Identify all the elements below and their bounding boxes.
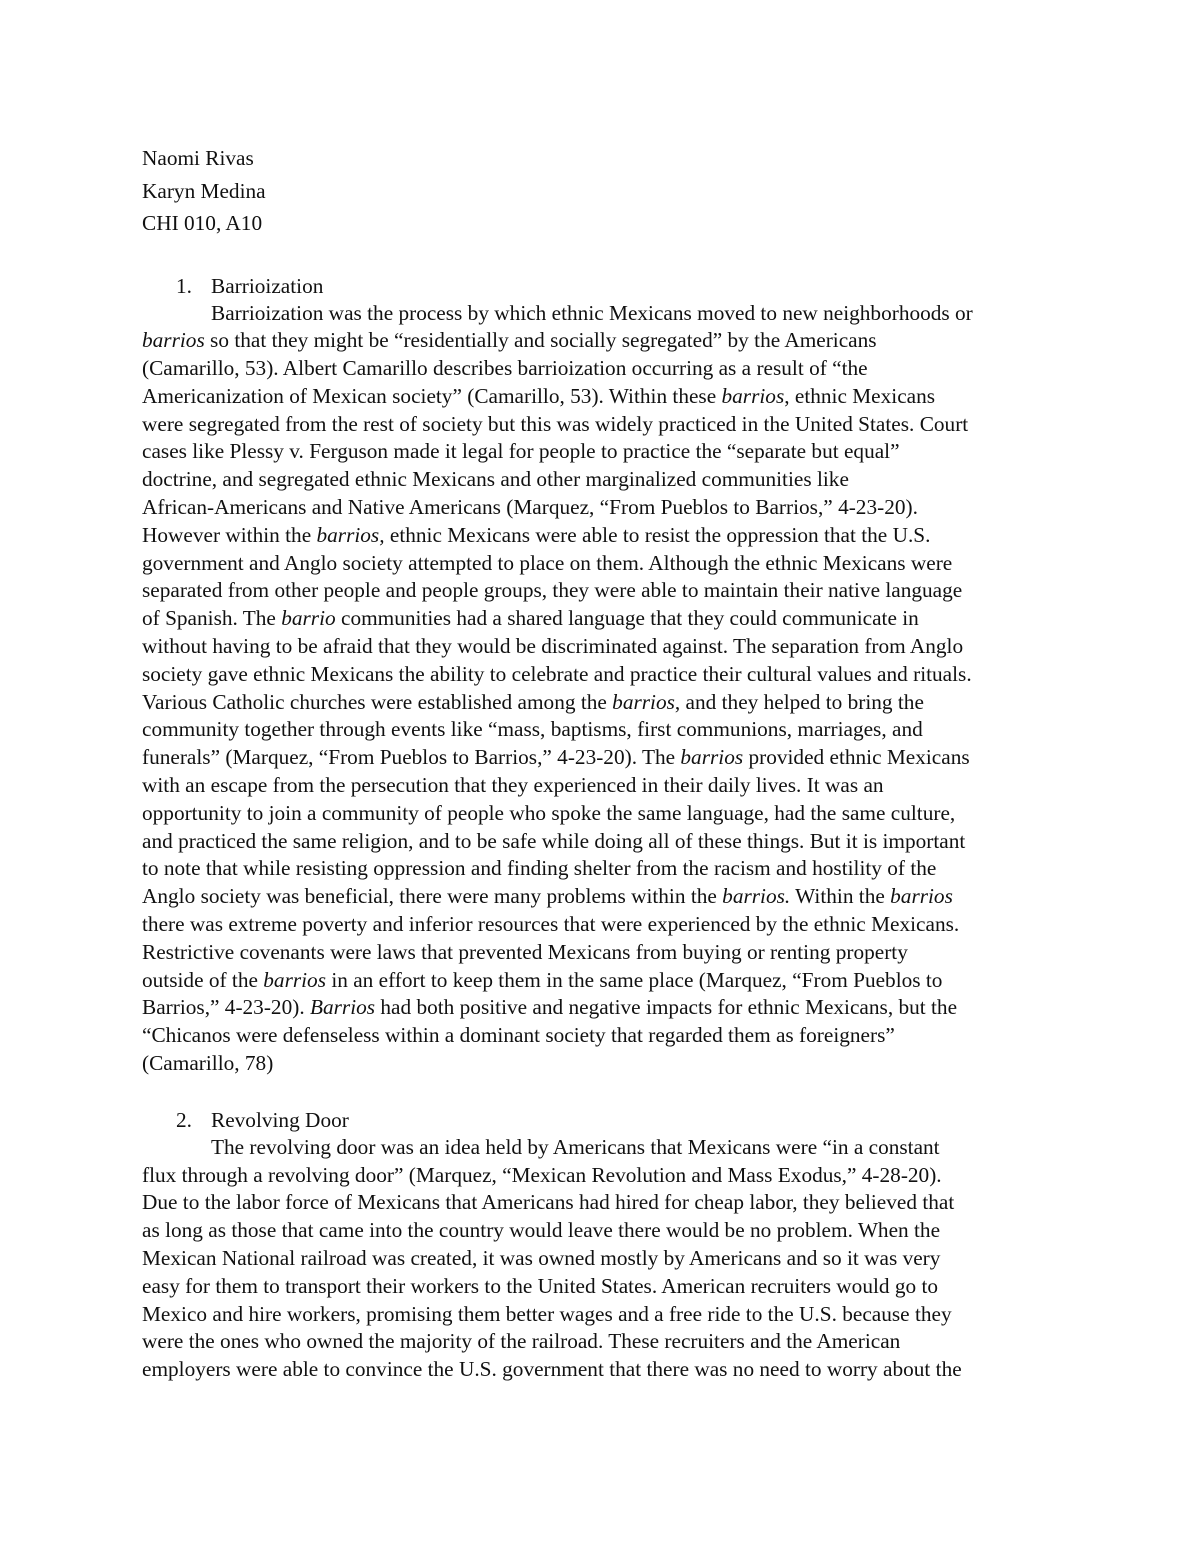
text-run: Barrioization was the process by which ethnic Mexicans moved to new neighborhoods or <box>211 300 973 325</box>
text-run: However within the <box>142 522 317 547</box>
text-run: of Spanish. The <box>142 606 282 631</box>
paragraph-line <box>142 522 1058 550</box>
paragraph-line <box>142 411 1058 439</box>
paragraph-line <box>142 1273 1058 1301</box>
text-run: society gave ethnic Mexicans the ability to celebrate and practice their cultural values and rituals. <box>142 661 972 686</box>
sections-container <box>142 272 1058 1384</box>
paragraph-line <box>142 383 1058 411</box>
text-run: Various Catholic churches were established among the <box>142 689 613 714</box>
text-run: The revolving door was an idea held by Americans that Mexicans were “in a constant <box>211 1134 940 1159</box>
paragraph-line <box>142 911 1058 939</box>
section-1 <box>142 272 1058 1078</box>
course-code: CHI 010, A10 <box>142 211 263 235</box>
text-run: there was extreme poverty and inferior resources that were experienced by the ethnic Mexicans. <box>142 912 960 937</box>
paragraph-line <box>142 855 1058 883</box>
text-run: government and Anglo society attempted to place on them. Although the ethnic Mexicans were <box>142 550 953 575</box>
paragraph-line <box>142 689 1058 717</box>
paragraph-line <box>142 1162 1058 1190</box>
italic-term: barrios <box>680 745 744 770</box>
section-paragraph <box>142 300 1058 1078</box>
text-run: (Camarillo, 78) <box>142 1051 274 1076</box>
text-run: as long as those that came into the country would leave there would be no problem. When the <box>142 1218 941 1243</box>
text-run: were segregated from the rest of society but this was widely practiced in the United States. Court <box>142 411 969 436</box>
text-run: Mexican National railroad was created, it was owned mostly by Americans and so it was very <box>142 1246 941 1270</box>
paragraph-line <box>142 355 1058 383</box>
instructor-name: Karyn Medina <box>142 178 266 203</box>
text-run: cases like Plessy v. Ferguson made it legal for people to practice the “separate but equal” <box>142 439 900 464</box>
section-heading <box>142 1106 1058 1134</box>
text-run: ethnic Mexicans were able to resist the oppression that the U.S. <box>384 522 931 547</box>
text-run: African-Americans and Native Americans (Marquez, “From Pueblos to Barrios,” 4-23-20). <box>142 495 918 520</box>
text-run: provided ethnic Mexicans <box>743 745 970 770</box>
text-run: Americanization of Mexican society” (Camarillo, 53). Within these <box>142 383 722 408</box>
text-run: without having to be afraid that they would be discriminated against. The separation from Anglo <box>142 634 964 659</box>
italic-term: barrios <box>263 967 326 992</box>
section-2 <box>142 1106 1058 1384</box>
paragraph-line <box>142 967 1058 995</box>
paragraph-line <box>142 716 1058 744</box>
italic-term: barrios <box>142 328 205 353</box>
paragraph-line <box>142 1050 1058 1078</box>
text-run: flux through a revolving door” (Marquez, “Mexican Revolution and Mass Exodus,” 4-28-20). <box>142 1162 942 1187</box>
text-run: opportunity to join a community of people who spoke the same language, had the same culture, <box>142 800 956 825</box>
paragraph-line <box>142 1134 1058 1162</box>
section-title: Revolving Door <box>211 1107 349 1132</box>
italic-term: Barrios <box>309 995 376 1020</box>
section-title: Barrioization <box>211 273 324 298</box>
paragraph-line <box>142 1356 1058 1384</box>
paragraph-line <box>142 605 1058 633</box>
italic-term: barrios, <box>316 522 385 547</box>
paragraph-line <box>142 1301 1058 1329</box>
text-run: Restrictive covenants were laws that prevented Mexicans from buying or renting property <box>142 939 908 964</box>
text-run: , and they helped to bring the <box>674 689 924 714</box>
italic-term: barrio <box>281 606 336 631</box>
paragraph-line <box>142 772 1058 800</box>
paragraph-line <box>142 300 1058 328</box>
italic-term: barrios <box>890 884 953 909</box>
section-spacer <box>142 1078 1058 1106</box>
text-run: Anglo society was beneficial, there were many problems within the <box>142 884 723 909</box>
paragraph-line <box>142 466 1058 494</box>
text-run: outside of the <box>142 967 264 992</box>
text-run: and practiced the same religion, and to be safe while doing all of these things. But it is important <box>142 828 966 853</box>
paragraph-line <box>142 1022 1058 1050</box>
section-paragraph <box>142 1134 1058 1384</box>
text-run: Due to the labor force of Mexicans that Americans had hired for cheap labor, they believed that <box>142 1190 955 1215</box>
text-run: employers were able to convince the U.S. government that there was no need to worry about the <box>142 1357 962 1382</box>
paragraph-line <box>142 883 1058 911</box>
paragraph-line <box>142 828 1058 856</box>
paragraph-line <box>142 939 1058 967</box>
paragraph-line <box>142 800 1058 828</box>
text-run: Within the <box>790 884 891 909</box>
text-run: funerals” (Marquez, “From Pueblos to Barrios,” 4-23-20). The <box>142 745 681 770</box>
student-name: Naomi Rivas <box>142 146 254 170</box>
text-run: communities had a shared language that they could communicate in <box>335 606 919 631</box>
text-run: to note that while resisting oppression and finding shelter from the racism and hostility of the <box>142 856 937 881</box>
text-run: in an effort to keep them in the same place (Marquez, “From Pueblos to <box>326 967 943 992</box>
paragraph-line <box>142 1189 1058 1217</box>
text-run: so that they might be “residentially and socially segregated” by the Americans <box>204 328 877 353</box>
italic-term: barrios <box>612 689 675 714</box>
paragraph-line <box>142 994 1058 1022</box>
text-run: with an escape from the persecution that they experienced in their daily lives. It was an <box>142 773 884 798</box>
text-run: , ethnic Mexicans <box>784 383 936 408</box>
header-spacer <box>142 240 1058 272</box>
section-number: 1. <box>176 273 192 298</box>
italic-term: barrios. <box>722 884 791 909</box>
paragraph-line <box>142 577 1058 605</box>
text-run: separated from other people and people groups, they were able to maintain their native language <box>142 578 963 603</box>
document-body <box>142 142 1058 1384</box>
paragraph-line <box>142 494 1058 522</box>
text-run: Barrios,” 4-23-20). <box>142 995 310 1020</box>
text-run: easy for them to transport their workers to the United States. American recruiters would go to <box>142 1273 939 1298</box>
paragraph-line <box>142 661 1058 689</box>
paragraph-line <box>142 1245 1058 1273</box>
italic-term: barrios <box>721 383 785 408</box>
paragraph-line <box>142 438 1058 466</box>
section-heading <box>142 272 1058 300</box>
text-run: had both positive and negative impacts for ethnic Mexicans, but the <box>375 995 958 1020</box>
paragraph-line <box>142 633 1058 661</box>
paragraph-line <box>142 1328 1058 1356</box>
text-run: community together through events like “mass, baptisms, first communions, marriages, and <box>142 717 923 742</box>
section-number: 2. <box>176 1107 192 1132</box>
text-run: were the ones who owned the majority of the railroad. These recruiters and the American <box>142 1329 901 1354</box>
text-run: doctrine, and segregated ethnic Mexicans and other marginalized communities like <box>142 467 849 492</box>
text-run: “Chicanos were defenseless within a dominant society that regarded them as foreigners” <box>142 1023 895 1048</box>
paragraph-line <box>142 744 1058 772</box>
paragraph-line <box>142 1217 1058 1245</box>
text-run: (Camarillo, 53). Albert Camarillo describes barrioization occurring as a result of “the <box>142 356 868 381</box>
paragraph-line <box>142 550 1058 578</box>
text-run: Mexico and hire workers, promising them better wages and a free ride to the U.S. because they <box>142 1301 952 1326</box>
paragraph-line <box>142 327 1058 355</box>
